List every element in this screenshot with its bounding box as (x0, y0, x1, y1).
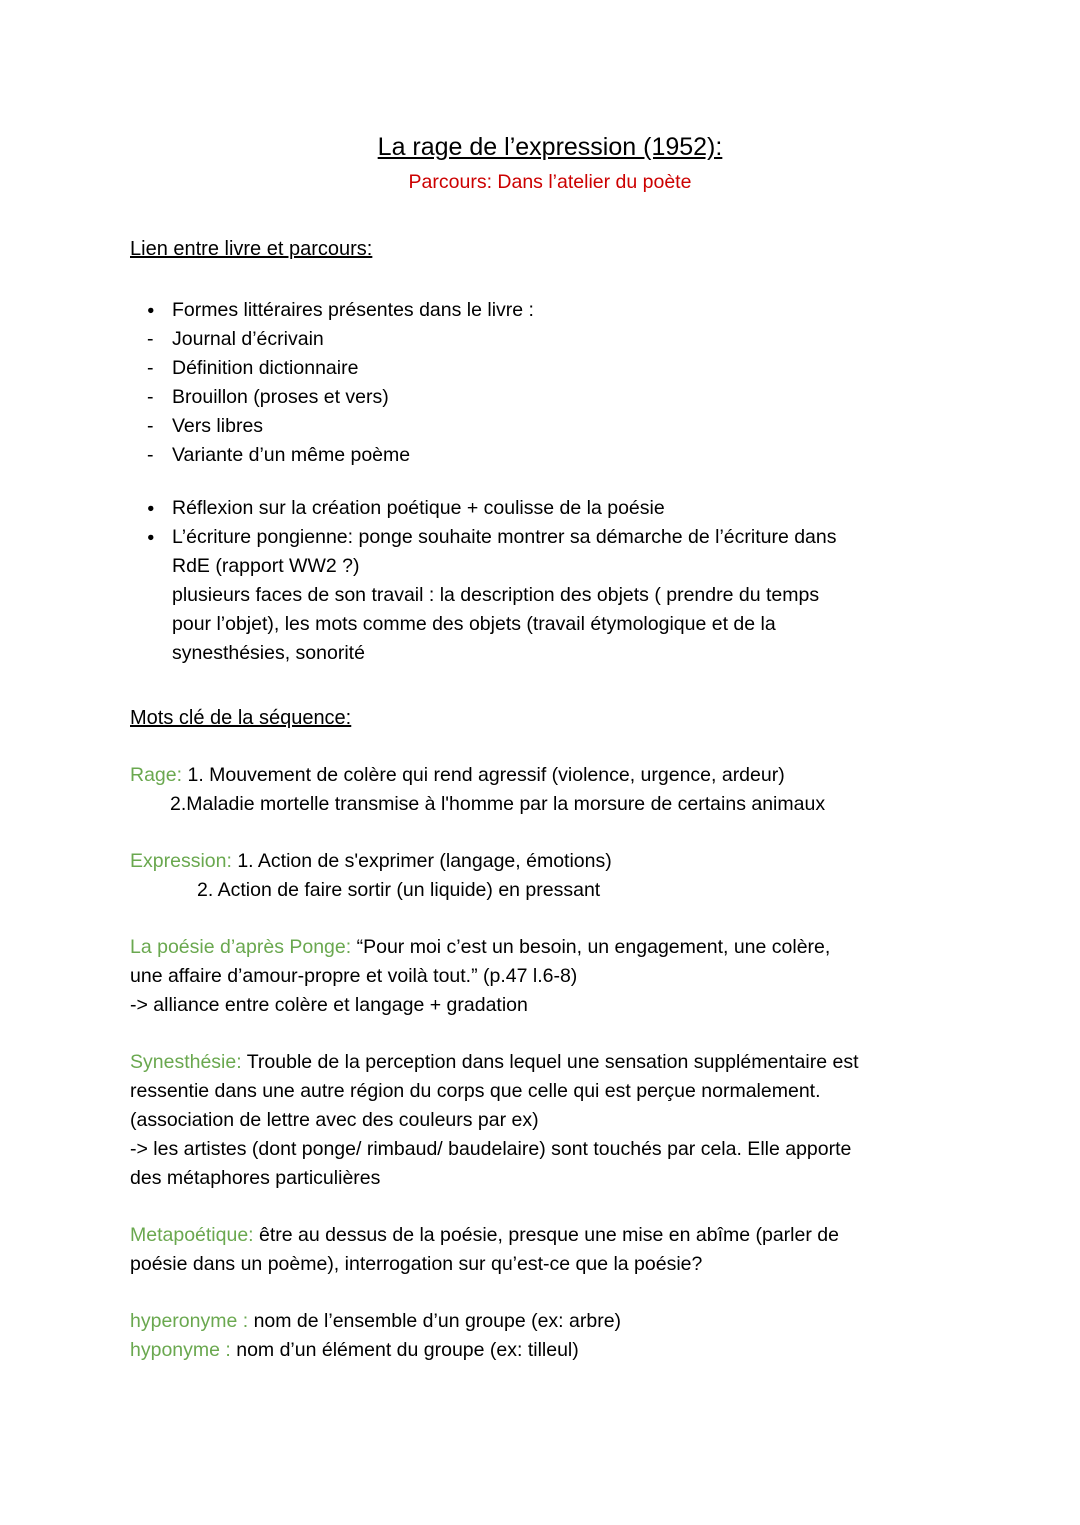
list-item-text: Réflexion sur la création poétique + coulisse de la poésie (172, 497, 665, 519)
list-item (130, 354, 970, 383)
bullet-list-reflexion (130, 494, 970, 668)
bullet-icon: ● (147, 501, 155, 515)
keyword-term: Synesthésie: (130, 1051, 242, 1073)
keyword-term: Metapoétique: (130, 1224, 254, 1246)
bullet-list-formes (130, 296, 970, 470)
list-item-text: Brouillon (proses et vers) (172, 386, 389, 408)
keyword-definition: 2. Action de faire sortir (un liquide) en pressant (197, 879, 601, 901)
keyword-expression (130, 847, 970, 905)
keyword-definition: Trouble de la perception dans lequel une sensation supplémentaire est (246, 1051, 859, 1073)
keyword-term: hyponyme : (130, 1339, 231, 1361)
list-item-text: plusieurs faces de son travail : la description des objets ( prendre du temps (172, 584, 820, 606)
keyword-metapoetique (130, 1221, 970, 1279)
keyword-definition: 1. Mouvement de colère qui rend agressif (violence, urgence, ardeur) (187, 764, 785, 786)
keyword-definition: poésie dans un poème), interrogation sur qu’est-ce que la poésie? (130, 1253, 703, 1275)
keyword-note: -> alliance entre colère et langage + gradation (130, 994, 528, 1016)
list-item-text: Journal d’écrivain (172, 328, 324, 350)
keyword-definition: (association de lettre avec des couleurs par ex) (130, 1109, 539, 1131)
list-item (130, 494, 970, 523)
list-item (130, 412, 970, 441)
keyword-hyperonyme-hyponyme (130, 1307, 970, 1365)
keyword-note: des métaphores particulières (130, 1167, 381, 1189)
list-item (130, 523, 970, 668)
list-item-text: Vers libres (172, 415, 264, 437)
list-item (130, 441, 970, 470)
bullet-icon: ● (147, 530, 155, 544)
list-item-text: Formes littéraires présentes dans le livre : (172, 299, 534, 321)
keyword-term: hyperonyme : (130, 1310, 249, 1332)
list-item-text: Variante d’un même poème (172, 444, 411, 466)
bullet-icon: ● (147, 303, 155, 317)
keyword-poesie-ponge (130, 933, 970, 1020)
page-subtitle: Parcours: Dans l’atelier du poète (408, 171, 692, 193)
keyword-definition: 2.Maladie mortelle transmise à l'homme par la morsure de certains animaux (170, 793, 826, 815)
keyword-quote: “Pour moi c’est un besoin, un engagement, une colère, (356, 936, 831, 958)
section-heading-lien: Lien entre livre et parcours: (130, 238, 373, 260)
list-item (130, 296, 970, 325)
keyword-definition: ressentie dans une autre région du corps que celle qui est perçue normalement. (130, 1080, 821, 1102)
keyword-definition: nom de l’ensemble d’un groupe (ex: arbre) (253, 1310, 622, 1332)
list-item-text: Définition dictionnaire (172, 357, 359, 379)
keyword-definition: 1. Action de s'exprimer (langage, émotions) (237, 850, 612, 872)
dash-icon: - (147, 444, 154, 466)
keyword-term: La poésie d’après Ponge: (130, 936, 352, 958)
keyword-term: Expression: (130, 850, 232, 872)
page-title: La rage de l’expression (1952): (377, 133, 723, 161)
list-item (130, 383, 970, 412)
keyword-definition: nom d’un élément du groupe (ex: tilleul) (236, 1339, 579, 1361)
dash-icon: - (147, 415, 154, 437)
keyword-note: -> les artistes (dont ponge/ rimbaud/ baudelaire) sont touchés par cela. Elle apporte (130, 1138, 852, 1160)
keyword-definition: être au dessus de la poésie, presque une mise en abîme (parler de (259, 1224, 839, 1246)
keyword-quote: une affaire d’amour-propre et voilà tout.” (p.47 l.6-8) (130, 965, 578, 987)
list-item-text: synesthésies, sonorité (172, 642, 365, 664)
keyword-term: Rage: (130, 764, 183, 786)
section-heading-mots-cle: Mots clé de la séquence: (130, 707, 352, 729)
keyword-synesthesie (130, 1048, 970, 1193)
list-item (130, 325, 970, 354)
dash-icon: - (147, 357, 154, 379)
dash-icon: - (147, 386, 154, 408)
list-item-text: L’écriture pongienne: ponge souhaite montrer sa démarche de l’écriture dans (172, 526, 837, 548)
dash-icon: - (147, 328, 154, 350)
list-item-text: pour l’objet), les mots comme des objets (travail étymologique et de la (172, 613, 776, 635)
list-item-text: RdE (rapport WW2 ?) (172, 555, 360, 577)
keyword-rage (130, 761, 970, 819)
